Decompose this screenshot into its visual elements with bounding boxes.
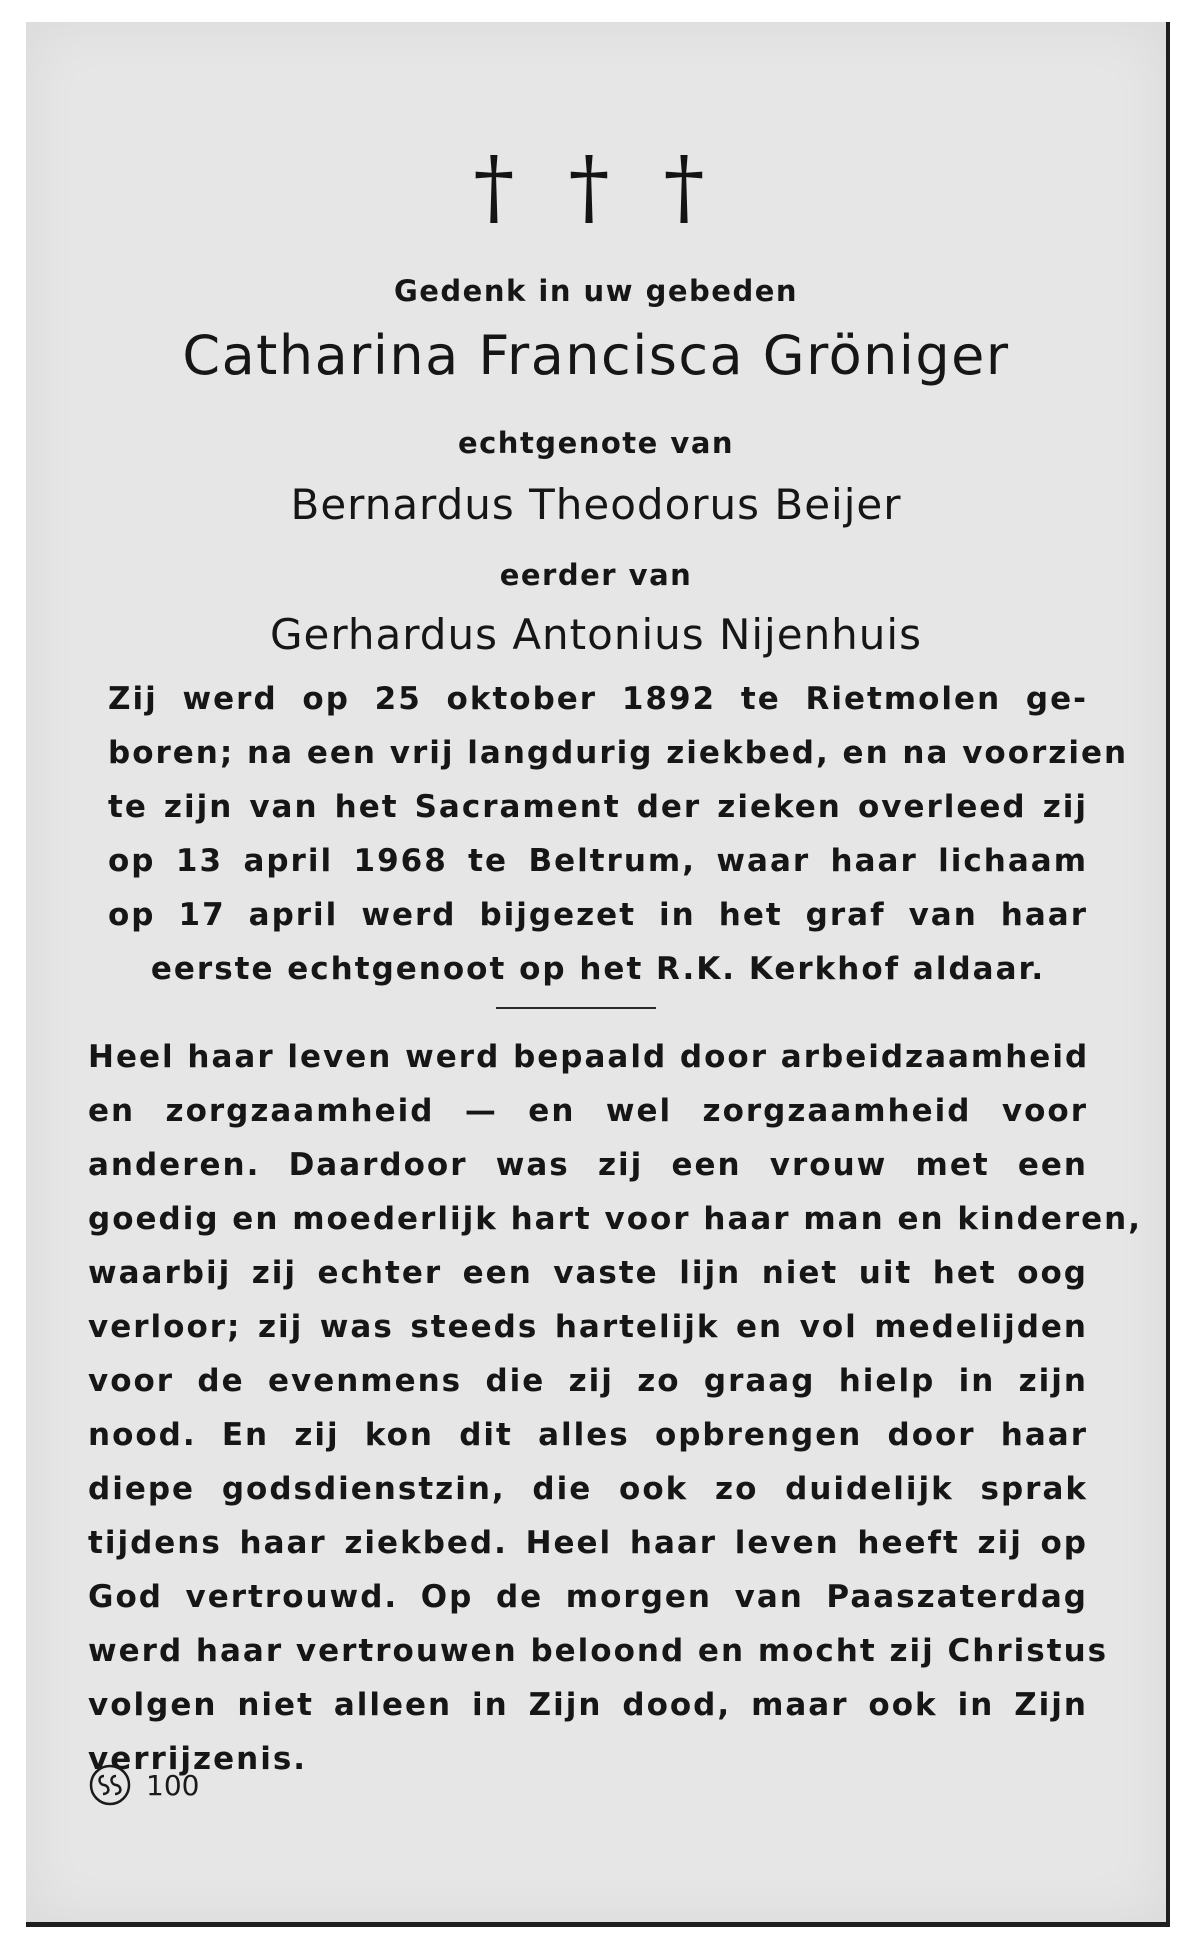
tribute-line: verloor; zij was steeds hartelijk en vol medelijden: [88, 1309, 1088, 1345]
tribute-line: volgen niet alleen in Zijn dood, maar ook in Zijn: [88, 1687, 1088, 1723]
tribute-line: verrijzenis.: [88, 1741, 308, 1777]
tribute-line: goedig en moederlijk hart voor haar man en kinderen,: [88, 1201, 1143, 1237]
bio-line: Zij werd op 25 oktober 1892 te Rietmolen ge-: [108, 681, 1088, 717]
tribute-line: anderen. Daardoor was zij een vrouw met een: [88, 1147, 1088, 1183]
relation-line-1: echtgenote van: [457, 426, 735, 460]
tribute-line: God vertrouwd. Op de morgen van Paaszaterdag: [88, 1579, 1088, 1615]
tribute-line: tijdens haar ziekbed. Heel haar leven heeft zij op: [88, 1525, 1088, 1561]
tribute-line: nood. En zij kon dit alles opbrengen door haar: [88, 1417, 1088, 1453]
bio-line: op 13 april 1968 te Beltrum, waar haar lichaam: [108, 843, 1088, 879]
spouse-name-1: Bernardus Theodorus Beijer: [290, 480, 902, 529]
memorial-card: [26, 22, 1170, 1927]
deceased-name: Catharina Francisca Gröniger: [182, 324, 1010, 387]
biography-paragraph: [108, 672, 1129, 996]
tribute-line: voor de evenmens die zij zo graag hielp in zijn: [88, 1363, 1088, 1399]
tribute-paragraph: [88, 1030, 1143, 1786]
bio-line: eerste echtgenoot op het R.K. Kerkhof aldaar.: [150, 951, 1046, 987]
tribute-line: Heel haar leven werd bepaald door arbeidzaamheid: [88, 1039, 1090, 1075]
tribute-line: waarbij zij echter een vaste lijn niet uit het oog: [88, 1255, 1088, 1291]
intro-line: Gedenk in uw gebeden: [393, 274, 799, 308]
three-crosses: † † †: [473, 140, 719, 235]
tribute-line: werd haar vertrouwen beloond en mocht zij Christus: [88, 1633, 1109, 1669]
print-number: 100: [146, 1768, 200, 1802]
tribute-line: diepe godsdienstzin, die ook zo duidelijk sprak: [88, 1471, 1088, 1507]
relation-line-2: eerder van: [499, 558, 693, 592]
tribute-line: en zorgzaamheid — en wel zorgzaamheid voor: [88, 1093, 1088, 1129]
bio-line: boren; na een vrij langdurig ziekbed, en na voorzien: [108, 735, 1129, 771]
section-divider: [496, 1007, 656, 1009]
spouse-name-2: Gerhardus Antonius Nijenhuis: [270, 610, 922, 659]
publisher-imprint: [88, 1763, 199, 1807]
bio-line: te zijn van het Sacrament der zieken overleed zij: [108, 789, 1088, 825]
publisher-logo-icon: [88, 1763, 132, 1807]
bio-line: op 17 april werd bijgezet in het graf van haar: [108, 897, 1088, 933]
